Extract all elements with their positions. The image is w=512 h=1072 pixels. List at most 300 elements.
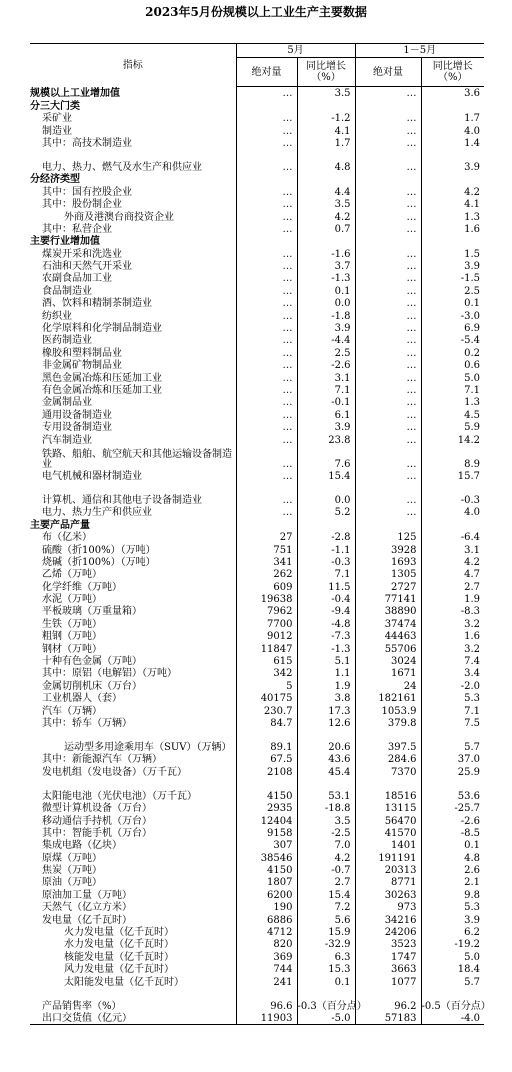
cell-jan-may-growth: 3.2 (421, 617, 484, 629)
cell-jan-may-growth: 4.0 (421, 506, 484, 518)
cell-may-growth: 7.2 (297, 901, 355, 913)
cell-may-absolute: 5 (236, 679, 297, 691)
table-row (30, 272, 484, 284)
cell-jan-may-growth: 53.6 (421, 778, 484, 802)
cell-may-growth: 1.1 (297, 667, 355, 679)
cell-may-absolute: 67.5 (236, 753, 297, 765)
row-label: 十种有色金属（万吨） (42, 656, 142, 668)
cell-jan-may-absolute: 3024 (355, 655, 421, 667)
cell-may-absolute: 307 (236, 839, 297, 851)
cell-jan-may-growth: 3.9 (421, 913, 484, 925)
cell-may-growth: 4.4 (297, 185, 355, 197)
header-growth-jan-may: 同比增长（%） (421, 58, 484, 87)
cell-may-absolute: … (236, 433, 297, 445)
cell-may-absolute: … (236, 322, 297, 334)
cell-may-absolute: … (236, 272, 297, 284)
cell-jan-may-growth: 37.0 (421, 753, 484, 765)
table-row (30, 913, 484, 925)
table-row (30, 568, 484, 580)
cell-may-absolute: 6886 (236, 913, 297, 925)
cell-jan-may-absolute: … (355, 334, 421, 346)
cell-may-growth (297, 235, 355, 247)
row-label: 核能发电量（亿千瓦时） (64, 951, 174, 963)
row-label: 分三大门类 (30, 100, 80, 112)
cell-jan-may-absolute (355, 99, 421, 111)
cell-jan-may-absolute: … (355, 506, 421, 518)
cell-jan-may-growth: 8.9 (421, 446, 484, 470)
cell-jan-may-growth: -19.2 (421, 938, 484, 950)
cell-jan-may-absolute: 30263 (355, 888, 421, 900)
table-row (30, 1012, 484, 1025)
row-label: 其中：国有控股企业 (42, 186, 132, 198)
cell-jan-may-absolute: 1671 (355, 667, 421, 679)
table-row (30, 124, 484, 136)
cell-jan-may-growth: 3.6 (421, 87, 484, 100)
cell-jan-may-growth: 1.6 (421, 223, 484, 235)
cell-jan-may-growth: 1.4 (421, 137, 484, 149)
row-label: 酒、饮料和精制茶制造业 (42, 298, 152, 310)
row-label: 原油加工量（万吨） (42, 889, 132, 901)
cell-may-growth: 15.3 (297, 963, 355, 975)
cell-may-absolute: … (236, 446, 297, 470)
table-row (30, 235, 484, 247)
table-row (30, 975, 484, 987)
cell-jan-may-growth: 2.5 (421, 284, 484, 296)
cell-jan-may-growth (421, 99, 484, 111)
cell-may-growth: 3.7 (297, 260, 355, 272)
cell-may-absolute: 341 (236, 556, 297, 568)
cell-jan-may-absolute: … (355, 260, 421, 272)
cell-may-absolute: … (236, 247, 297, 259)
cell-jan-may-absolute: 37474 (355, 617, 421, 629)
row-label: 集成电路（亿块） (42, 840, 122, 852)
table-row (30, 667, 484, 679)
cell-jan-may-absolute: 56470 (355, 814, 421, 826)
cell-may-absolute: … (236, 260, 297, 272)
table-body (30, 87, 491, 1025)
cell-jan-may-growth: 2.6 (421, 864, 484, 876)
cell-jan-may-growth: 14.2 (421, 433, 484, 445)
cell-jan-may-growth: 4.0 (421, 124, 484, 136)
cell-jan-may-absolute: … (355, 371, 421, 383)
cell-may-growth (297, 173, 355, 185)
row-label: 太阳能发电量（亿千瓦时） (64, 976, 184, 988)
cell-jan-may-absolute: 182161 (355, 692, 421, 704)
table-row (30, 185, 484, 197)
cell-jan-may-growth: 0.6 (421, 359, 484, 371)
cell-may-absolute: 38546 (236, 851, 297, 863)
cell-may-absolute: 262 (236, 568, 297, 580)
cell-may-growth (297, 518, 355, 530)
cell-jan-may-absolute: 125 (355, 531, 421, 543)
table-row (30, 901, 484, 913)
cell-jan-may-growth: 4.8 (421, 851, 484, 863)
cell-may-absolute: 2935 (236, 802, 297, 814)
cell-may-absolute: 190 (236, 901, 297, 913)
cell-jan-may-absolute: 284.6 (355, 753, 421, 765)
cell-jan-may-absolute: 24206 (355, 926, 421, 938)
table-row (30, 617, 484, 629)
row-label: 乙烯（万吨） (42, 569, 102, 581)
row-label: 规模以上工业增加值 (30, 88, 120, 100)
table-row (30, 605, 484, 617)
cell-may-absolute: … (236, 309, 297, 321)
cell-jan-may-growth: 2.7 (421, 580, 484, 592)
cell-may-growth: 2.5 (297, 346, 355, 358)
cell-may-growth: 0.1 (297, 284, 355, 296)
row-label: 布（亿米） (42, 532, 92, 544)
cell-may-absolute: 820 (236, 938, 297, 950)
table-row (30, 371, 484, 383)
cell-may-growth: 0.1 (297, 975, 355, 987)
cell-jan-may-absolute: 379.8 (355, 717, 421, 729)
cell-may-growth: 3.8 (297, 692, 355, 704)
row-label: 农副食品加工业 (42, 273, 112, 285)
cell-may-absolute: 609 (236, 580, 297, 592)
cell-may-absolute: … (236, 198, 297, 210)
table-row (30, 556, 484, 568)
cell-may-absolute: … (236, 149, 297, 173)
header-period-jan-may: 1－5月 (355, 44, 484, 58)
table-row (30, 396, 484, 408)
row-label: 黑色金属冶炼和压延加工业 (42, 372, 162, 384)
table-row (30, 729, 484, 753)
cell-jan-may-absolute: 3663 (355, 963, 421, 975)
cell-jan-may-absolute: … (355, 210, 421, 222)
table-row (30, 210, 484, 222)
cell-jan-may-absolute: … (355, 124, 421, 136)
cell-may-absolute: 40175 (236, 692, 297, 704)
cell-may-growth: -2.8 (297, 531, 355, 543)
cell-may-absolute: … (236, 210, 297, 222)
cell-jan-may-absolute: 13115 (355, 802, 421, 814)
row-label: 主要产品产量 (30, 519, 90, 531)
row-label: 金属切削机床（万台） (42, 680, 142, 692)
row-label: 运动型多用途乘用车（SUV）（万辆） (64, 741, 232, 753)
cell-may-absolute: 96.6 (236, 988, 297, 1012)
cell-jan-may-growth: 15.7 (421, 470, 484, 482)
table-row (30, 408, 484, 420)
cell-may-growth: 7.1 (297, 568, 355, 580)
cell-may-growth: -1.6 (297, 247, 355, 259)
row-label: 钢材（万吨） (42, 643, 102, 655)
cell-jan-may-growth: 6.2 (421, 926, 484, 938)
cell-may-absolute: … (236, 223, 297, 235)
cell-may-absolute: … (236, 185, 297, 197)
cell-may-absolute: 4150 (236, 778, 297, 802)
cell-may-absolute: 230.7 (236, 704, 297, 716)
cell-may-growth: 43.6 (297, 753, 355, 765)
row-label: 电力、热力生产和供应业 (42, 507, 152, 519)
cell-jan-may-growth: -6.4 (421, 531, 484, 543)
cell-jan-may-absolute (355, 235, 421, 247)
cell-jan-may-growth: -2.6 (421, 814, 484, 826)
cell-jan-may-absolute: 973 (355, 901, 421, 913)
cell-may-absolute: … (236, 396, 297, 408)
table-row (30, 642, 484, 654)
cell-jan-may-absolute: … (355, 322, 421, 334)
table-row (30, 433, 484, 445)
cell-may-absolute: … (236, 470, 297, 482)
cell-jan-may-absolute: 7370 (355, 765, 421, 777)
cell-may-growth: 3.1 (297, 371, 355, 383)
cell-jan-may-growth: 7.1 (421, 384, 484, 396)
row-label: 计算机、通信和其他电子设备制造业 (42, 494, 202, 506)
table-row (30, 173, 484, 185)
cell-jan-may-growth: 25.9 (421, 765, 484, 777)
cell-jan-may-growth: 7.5 (421, 717, 484, 729)
row-label: 医药制造业 (42, 335, 92, 347)
cell-may-absolute: 19638 (236, 593, 297, 605)
cell-may-absolute: … (236, 506, 297, 518)
cell-jan-may-absolute: … (355, 433, 421, 445)
table-row (30, 938, 484, 950)
cell-jan-may-growth: 5.7 (421, 729, 484, 753)
cell-may-growth: 3.9 (297, 322, 355, 334)
cell-jan-may-absolute: … (355, 421, 421, 433)
table-row (30, 851, 484, 863)
table-row (30, 359, 484, 371)
cell-may-growth: 2.7 (297, 876, 355, 888)
cell-may-growth: 3.9 (297, 421, 355, 433)
row-label: 风力发电量（亿千瓦时） (64, 964, 174, 976)
cell-jan-may-growth: 1.9 (421, 593, 484, 605)
cell-jan-may-growth: 0.2 (421, 346, 484, 358)
row-label: 石油和天然气开采业 (42, 261, 132, 273)
cell-jan-may-growth (421, 235, 484, 247)
cell-may-growth: 45.4 (297, 765, 355, 777)
cell-jan-may-growth: 1.3 (421, 396, 484, 408)
cell-may-absolute: … (236, 408, 297, 420)
cell-jan-may-absolute: 3928 (355, 543, 421, 555)
cell-jan-may-growth: -0.5（百分点） (421, 988, 484, 1012)
cell-jan-may-absolute: 38890 (355, 605, 421, 617)
table-row (30, 963, 484, 975)
cell-may-absolute: 1807 (236, 876, 297, 888)
cell-jan-may-absolute: 1077 (355, 975, 421, 987)
cell-jan-may-absolute: … (355, 346, 421, 358)
cell-may-growth: 15.4 (297, 470, 355, 482)
cell-may-growth: 1.9 (297, 679, 355, 691)
cell-jan-may-growth: 3.1 (421, 543, 484, 555)
cell-may-growth: 3.5 (297, 87, 355, 100)
table-row (30, 322, 484, 334)
cell-jan-may-absolute: 191191 (355, 851, 421, 863)
cell-may-growth: -1.2 (297, 112, 355, 124)
cell-may-growth: 7.6 (297, 446, 355, 470)
cell-may-absolute: 89.1 (236, 729, 297, 753)
table-row (30, 284, 484, 296)
cell-jan-may-absolute: 55706 (355, 642, 421, 654)
row-label: 天然气（亿立方米） (42, 902, 132, 914)
cell-may-growth: 5.1 (297, 655, 355, 667)
table-row (30, 198, 484, 210)
cell-jan-may-absolute: … (355, 470, 421, 482)
cell-jan-may-growth: 3.4 (421, 667, 484, 679)
cell-jan-may-absolute: … (355, 137, 421, 149)
cell-jan-may-absolute: 397.5 (355, 729, 421, 753)
table-row (30, 827, 484, 839)
row-label: 制造业 (42, 125, 72, 137)
cell-jan-may-growth: 9.8 (421, 888, 484, 900)
row-label: 生铁（万吨） (42, 618, 102, 630)
row-label: 发电机组（发电设备）（万千瓦） (42, 766, 187, 778)
cell-may-growth: 1.7 (297, 137, 355, 149)
row-label: 化学纤维（万吨） (42, 581, 122, 593)
cell-jan-may-growth: 2.1 (421, 876, 484, 888)
row-label: 电气机械和器材制造业 (42, 470, 142, 482)
cell-may-absolute: 9158 (236, 827, 297, 839)
cell-jan-may-absolute: … (355, 482, 421, 506)
row-label: 纺织业 (42, 310, 72, 322)
cell-may-absolute: 11847 (236, 642, 297, 654)
cell-may-growth: -9.4 (297, 605, 355, 617)
cell-jan-may-absolute: … (355, 223, 421, 235)
cell-jan-may-absolute: 1305 (355, 568, 421, 580)
row-label: 硫酸（折100%）（万吨） (42, 544, 156, 556)
cell-may-absolute: 84.7 (236, 717, 297, 729)
table-title: 2023年5月份规模以上工业生产主要数据 (145, 5, 367, 19)
cell-jan-may-growth (421, 518, 484, 530)
cell-may-growth: -0.3（百分点） (297, 988, 355, 1012)
cell-may-absolute (236, 173, 297, 185)
row-label: 原煤（万吨） (42, 852, 102, 864)
cell-may-absolute: … (236, 137, 297, 149)
row-label: 水力发电量（亿千瓦时） (64, 939, 174, 951)
table-row (30, 753, 484, 765)
cell-may-growth: -5.0 (297, 1012, 355, 1025)
row-label: 有色金属冶炼和压延加工业 (42, 384, 162, 396)
cell-jan-may-absolute: 20313 (355, 864, 421, 876)
cell-may-absolute: 342 (236, 667, 297, 679)
row-label: 橡胶和塑料制品业 (42, 347, 122, 359)
row-label: 太阳能电池（光伏电池）（万千瓦） (42, 790, 197, 802)
cell-jan-may-absolute: … (355, 87, 421, 100)
row-label: 原油（万吨） (42, 877, 102, 889)
table-row (30, 384, 484, 396)
cell-may-growth: -18.8 (297, 802, 355, 814)
cell-may-growth: -1.1 (297, 543, 355, 555)
cell-may-growth (297, 99, 355, 111)
cell-jan-may-absolute: 1053.9 (355, 704, 421, 716)
row-label: 汽车制造业 (42, 434, 92, 446)
cell-may-absolute: 369 (236, 950, 297, 962)
cell-jan-may-absolute (355, 173, 421, 185)
cell-jan-may-growth: 0.1 (421, 839, 484, 851)
cell-jan-may-absolute: … (355, 149, 421, 173)
cell-may-growth: -7.3 (297, 630, 355, 642)
row-label: 通用设备制造业 (42, 409, 112, 421)
cell-jan-may-absolute: … (355, 284, 421, 296)
table-row (30, 518, 484, 530)
cell-jan-may-absolute: … (355, 297, 421, 309)
cell-jan-may-growth: 4.5 (421, 408, 484, 420)
row-label: 其中：原铝（电解铝）（万吨） (42, 668, 177, 680)
table-row (30, 839, 484, 851)
table-row (30, 802, 484, 814)
row-label: 其中：私营企业 (42, 223, 112, 235)
row-label: 铁路、船舶、航空航天和其他运输设备制造业 (42, 448, 232, 470)
cell-may-absolute: 7962 (236, 605, 297, 617)
cell-jan-may-absolute: … (355, 112, 421, 124)
cell-may-absolute: 241 (236, 975, 297, 987)
cell-jan-may-growth (421, 173, 484, 185)
cell-may-absolute: 4150 (236, 864, 297, 876)
cell-may-absolute: 12404 (236, 814, 297, 826)
cell-jan-may-absolute: … (355, 272, 421, 284)
cell-jan-may-absolute: 1747 (355, 950, 421, 962)
cell-jan-may-absolute: 18516 (355, 778, 421, 802)
cell-jan-may-absolute: … (355, 408, 421, 420)
row-label: 粗钢（万吨） (42, 631, 102, 643)
row-label: 工业机器人（套） (42, 693, 122, 705)
cell-may-absolute (236, 235, 297, 247)
table-row (30, 864, 484, 876)
cell-may-growth: 6.3 (297, 950, 355, 962)
table-row (30, 531, 484, 543)
cell-jan-may-growth: 4.1 (421, 198, 484, 210)
cell-may-absolute: 11903 (236, 1012, 297, 1025)
cell-jan-may-growth: 7.1 (421, 704, 484, 716)
row-label: 产品销售率（%） (42, 1000, 122, 1012)
cell-may-growth: 3.5 (297, 198, 355, 210)
table-row (30, 247, 484, 259)
row-label: 其中：新能源汽车（万辆） (42, 754, 162, 766)
cell-jan-may-growth: 1.3 (421, 210, 484, 222)
cell-may-absolute: 615 (236, 655, 297, 667)
table-row (30, 876, 484, 888)
cell-jan-may-growth: -8.5 (421, 827, 484, 839)
cell-jan-may-growth: 4.2 (421, 185, 484, 197)
cell-jan-may-absolute: 34216 (355, 913, 421, 925)
cell-jan-may-growth: -0.3 (421, 482, 484, 506)
cell-may-growth: -1.3 (297, 642, 355, 654)
cell-jan-may-growth: 1.5 (421, 247, 484, 259)
row-label: 出口交货值（亿元） (30, 1012, 236, 1025)
row-label: 采矿业 (42, 113, 72, 125)
table-row (30, 630, 484, 642)
cell-may-absolute: 9012 (236, 630, 297, 642)
cell-jan-may-growth: 7.4 (421, 655, 484, 667)
row-label: 汽车（万辆） (42, 705, 102, 717)
cell-may-growth: 23.8 (297, 433, 355, 445)
table-row (30, 149, 484, 173)
cell-jan-may-absolute: 96.2 (355, 988, 421, 1012)
cell-may-growth: 5.6 (297, 913, 355, 925)
cell-may-growth: 11.5 (297, 580, 355, 592)
row-label: 烧碱（折100%）（万吨） (42, 556, 156, 568)
cell-jan-may-absolute: … (355, 309, 421, 321)
table-row (30, 765, 484, 777)
cell-may-growth: -2.6 (297, 359, 355, 371)
cell-may-growth: -0.7 (297, 864, 355, 876)
table-row (30, 543, 484, 555)
header-absolute-may: 绝对量 (236, 58, 297, 87)
cell-may-absolute: 744 (236, 963, 297, 975)
row-label: 专用设备制造业 (42, 422, 112, 434)
cell-jan-may-growth: 1.7 (421, 112, 484, 124)
cell-may-growth: 4.2 (297, 210, 355, 222)
cell-jan-may-absolute (355, 518, 421, 530)
table-row (30, 137, 484, 149)
cell-jan-may-absolute: 8771 (355, 876, 421, 888)
table-row (30, 223, 484, 235)
cell-may-absolute (236, 518, 297, 530)
cell-may-growth: 7.0 (297, 839, 355, 851)
header-indicator: 指标 (30, 44, 236, 87)
cell-jan-may-growth: 3.9 (421, 149, 484, 173)
cell-jan-may-growth: 5.7 (421, 975, 484, 987)
